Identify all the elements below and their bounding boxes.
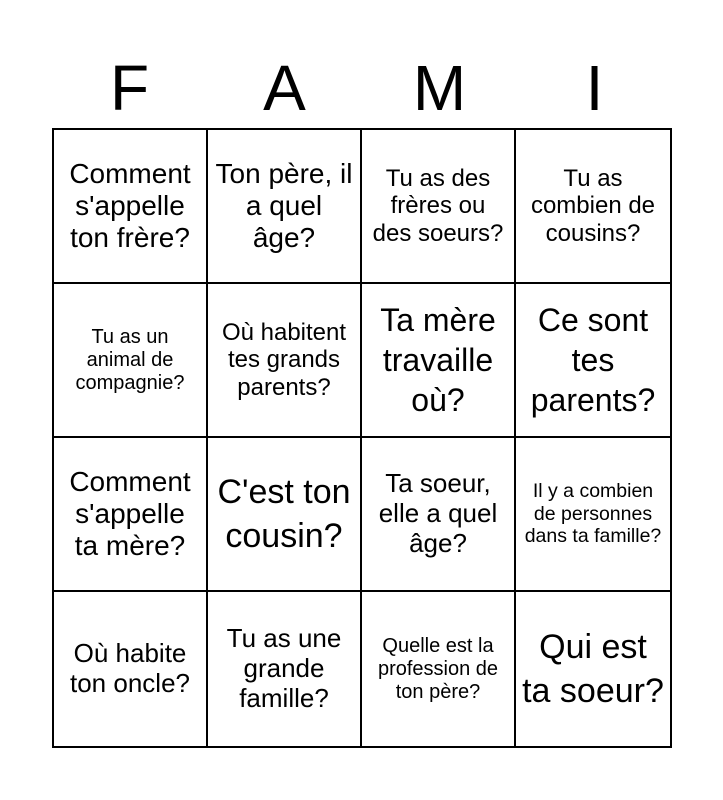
bingo-cell[interactable] xyxy=(54,592,208,746)
cell-text: Il y a combien de personnes dans ta famille? xyxy=(524,480,662,548)
bingo-cell[interactable] xyxy=(362,592,516,746)
bingo-cell[interactable] xyxy=(516,284,670,438)
bingo-cell[interactable] xyxy=(516,592,670,746)
bingo-cell[interactable] xyxy=(362,130,516,284)
header-letter: A xyxy=(263,52,306,124)
bingo-cell[interactable] xyxy=(208,592,362,746)
bingo-cell[interactable] xyxy=(516,130,670,284)
cell-text: Où habite ton oncle? xyxy=(70,638,190,698)
cell-text: Tu as combien de cousins? xyxy=(530,164,656,247)
cell-text: Comment s'appelle ton frère? xyxy=(69,157,191,254)
cell-text: Qui est ta soeur? xyxy=(522,627,664,710)
bingo-cell[interactable] xyxy=(54,284,208,438)
header-letter: M xyxy=(412,52,467,124)
bingo-cell[interactable] xyxy=(208,284,362,438)
header-letter: I xyxy=(585,52,604,124)
bingo-board xyxy=(52,128,672,748)
cell-text: Ce sont tes parents? xyxy=(530,302,656,418)
bingo-cell[interactable] xyxy=(516,438,670,592)
cell-text: Ta soeur, elle a quel âge? xyxy=(378,468,498,558)
bingo-cell[interactable] xyxy=(54,130,208,284)
cell-text: Ta mère travaille où? xyxy=(380,302,496,418)
bingo-cell[interactable] xyxy=(362,438,516,592)
cell-text: C'est ton cousin? xyxy=(217,472,351,555)
cell-text: Tu as un animal de compagnie? xyxy=(75,325,185,394)
cell-text: Tu as des frères ou des soeurs? xyxy=(372,164,504,247)
bingo-cell[interactable] xyxy=(208,130,362,284)
bingo-cell[interactable] xyxy=(362,284,516,438)
cell-text: Où habitent tes grands parents? xyxy=(221,318,347,401)
cell-text: Quelle est la profession de ton père? xyxy=(377,634,499,703)
bingo-cell[interactable] xyxy=(208,438,362,592)
cell-text: Tu as une grande famille? xyxy=(226,623,342,713)
cell-text: Ton père, il a quel âge? xyxy=(215,157,353,254)
bingo-header xyxy=(52,50,672,126)
cell-text: Comment s'appelle ta mère? xyxy=(69,465,191,562)
header-letter: F xyxy=(109,52,150,124)
bingo-cell[interactable] xyxy=(54,438,208,592)
